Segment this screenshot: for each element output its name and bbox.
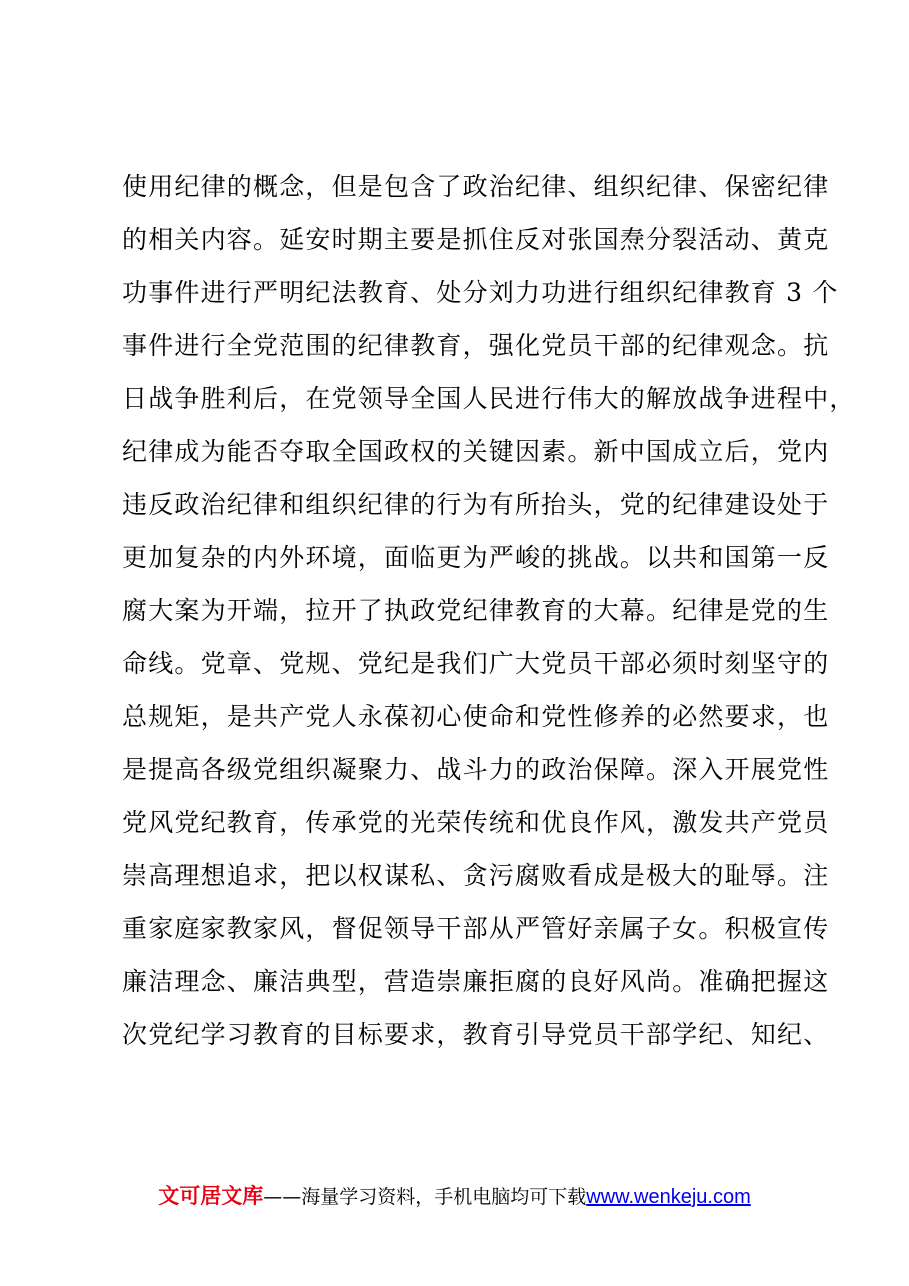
text-line: 更加复杂的内外环境，面临更为严峻的挑战。以共和国第一反: [122, 543, 830, 572]
text-line: 使用纪律的概念，但是包含了政治纪律、组织纪律、保密纪律: [122, 172, 830, 201]
text-line: 事件进行全党范围的纪律教育，强化党员干部的纪律观念。抗: [122, 331, 830, 360]
text-line: 违反政治纪律和组织纪律的行为有所抬头，党的纪律建设处于: [122, 490, 830, 519]
text-line: 命线。党章、党规、党纪是我们广大党员干部必须时刻坚守的: [122, 649, 830, 678]
text-line: 的相关内容。延安时期主要是抓住反对张国焘分裂活动、黄克: [122, 225, 830, 254]
text-line: 次党纪学习教育的目标要求，教育引导党员干部学纪、知纪、: [122, 1020, 830, 1049]
text-line: 崇高理想追求，把以权谋私、贪污腐败看成是极大的耻辱。注: [122, 861, 830, 890]
text-line: 腐大案为开端，拉开了执政党纪律教育的大幕。纪律是党的生: [122, 596, 830, 625]
text-line: 重家庭家教家风，督促领导干部从严管好亲属子女。积极宣传: [122, 914, 830, 943]
body-text: [122, 160, 856, 1061]
text-line: 功事件进行严明纪法教育、处分刘力功进行组织纪律教育 3 个: [122, 278, 839, 307]
footer-brand: 文可居文库: [158, 1184, 264, 1208]
footer: [0, 1180, 909, 1213]
footer-tagline: ——海量学习资料，手机电脑均可下载: [263, 1186, 587, 1208]
text-line: 廉洁理念、廉洁典型，营造崇廉拒腐的良好风尚。准确把握这: [122, 967, 830, 996]
text-line: 总规矩，是共产党人永葆初心使命和党性修养的必然要求，也: [122, 702, 830, 731]
footer-website-link[interactable]: www.wenkeju.com: [586, 1186, 751, 1208]
text-line: 日战争胜利后，在党领导全国人民进行伟大的解放战争进程中，: [122, 384, 856, 413]
text-line: 是提高各级党组织凝聚力、战斗力的政治保障。深入开展党性: [122, 755, 830, 784]
text-line: 纪律成为能否夺取全国政权的关键因素。新中国成立后，党内: [122, 437, 830, 466]
text-line: 党风党纪教育，传承党的光荣传统和优良作风，激发共产党员: [122, 808, 830, 837]
